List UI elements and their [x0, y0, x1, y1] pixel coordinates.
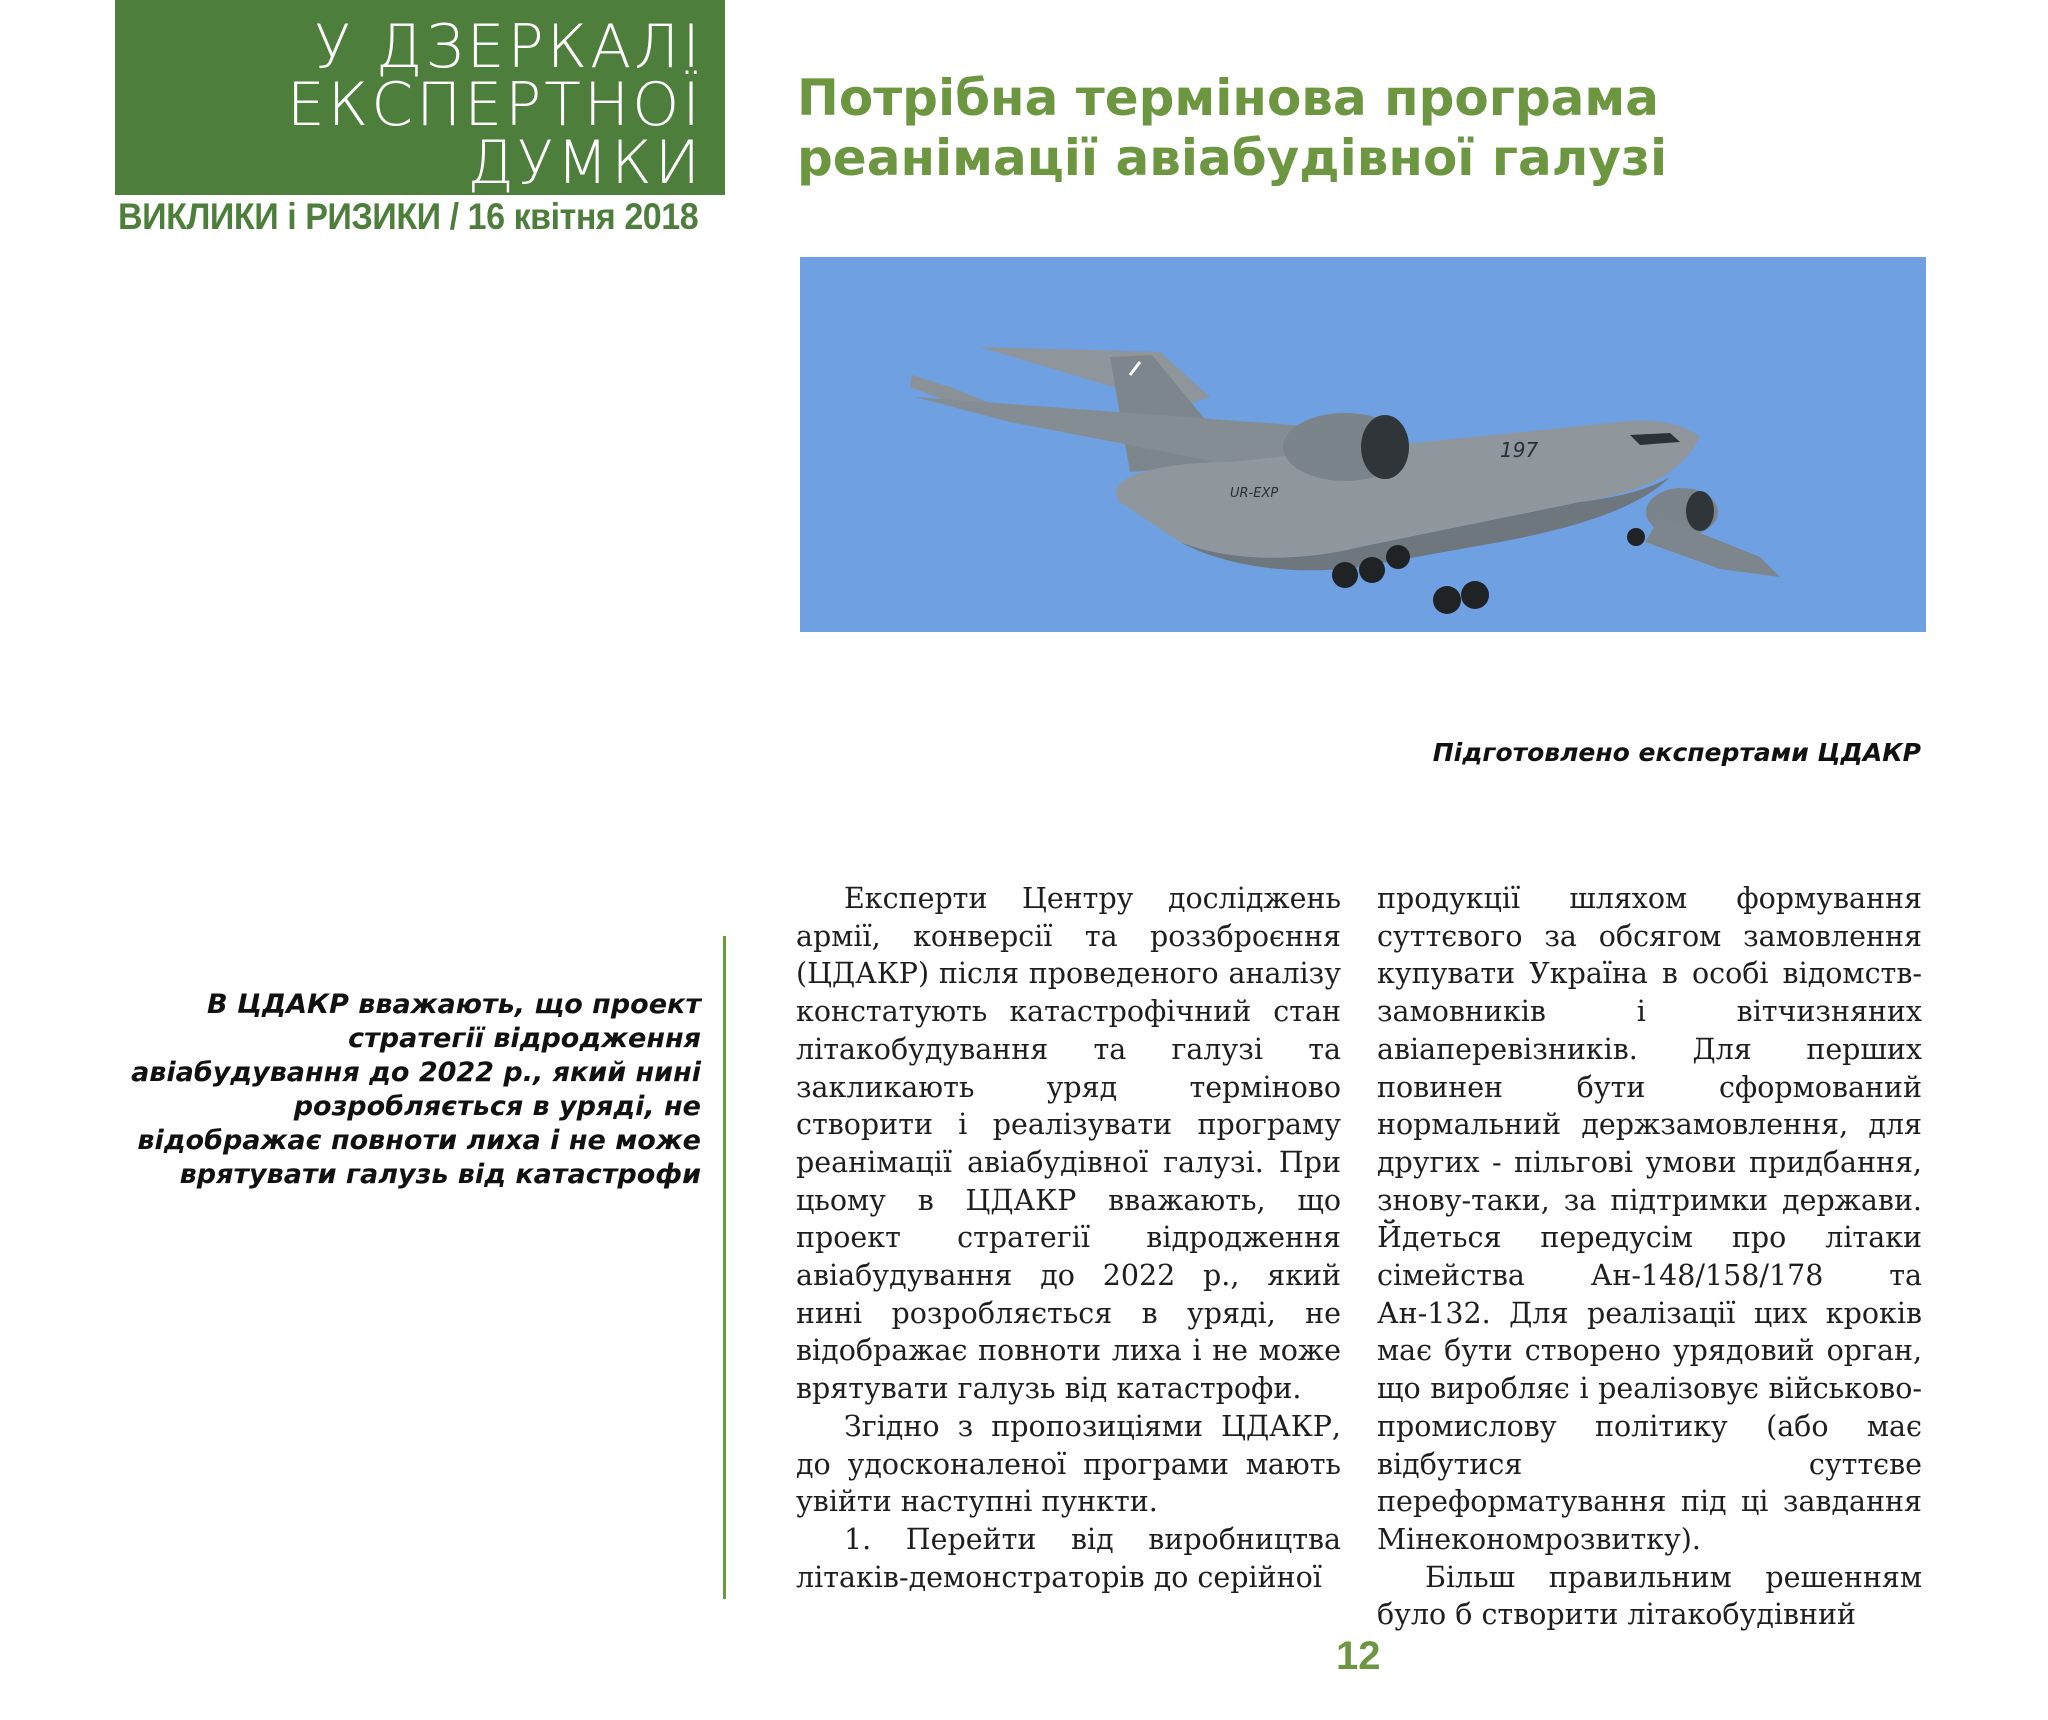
body-column-left: [796, 880, 1341, 1600]
article-credit: Підготовлено експертами ЦДАКР: [1432, 738, 1921, 767]
pull-quote: В ЦДАКР вважають, що проект стратегії відродження авіабудування до 2022 р., який нині розробляється в уряді, не відображає повноти лиха і не може врятувати галузь від катастрофи: [131, 989, 701, 1190]
aircraft-photo: [800, 257, 1926, 632]
masthead-title: [286, 12, 703, 198]
engine-intake-2: [1686, 491, 1714, 531]
engine-intake-1: [1361, 415, 1409, 479]
page-number: 12: [1336, 1634, 1381, 1678]
masthead-line-2: ЕКСПЕРТНОЇ: [286, 70, 703, 140]
body-paragraph: продукції шляхом формування суттєвого за обсягом замовлення купувати Україна в особі відомств-замовників і вітчизняних авіаперевізників. Для перших повинен бути сформований нормальний держзамовлення, для других - пільгові умови придбання, знову-таки, за підтримки держави. Йдеться передусім про літаки сімейства Ан-148/158/178 та Ан-132. Для реалізації цих кроків має бути створено урядовий орган, що виробляє і реалізовує військово-промислову політику (або має відбутися суттєве переформатування під ці завдання Мінекономрозвитку).: [1377, 882, 1922, 1556]
landing-gear-wheel: [1433, 586, 1461, 614]
nose-number: 197: [1500, 438, 1539, 462]
nose-gear-wheel: [1627, 528, 1645, 546]
landing-gear-wheel: [1461, 581, 1489, 609]
body-paragraph: Згідно з пропозиціями ЦДАКР, до удосконаленої програми мають увійти наступні пункти.: [796, 1409, 1341, 1519]
aircraft-illustration: [800, 257, 1926, 632]
masthead-banner: [115, 0, 725, 198]
section-rubric: ВИКЛИКИ і РИЗИКИ / 16 квітня 2018: [118, 196, 699, 237]
tail-marking: UR-EXP: [1230, 486, 1279, 501]
pull-quote-divider: [723, 936, 726, 1599]
masthead-line-3: ДУМКИ: [467, 128, 703, 198]
body-column-right: [1377, 880, 1922, 1632]
landing-gear-wheel: [1386, 545, 1410, 569]
body-paragraph: Експерти Центру досліджень армії, конверсії та роззброєння (ЦДАКР) після проведеного аналізу констатують катастрофічний стан літакобудування та галузі та закликають уряд терміново створити і реалізувати програму реанімації авіабудівної галузі. При цьому в ЦДАКР вважають, що проект стратегії відродження авіабудування до 2022 р., який нині розробляється в уряді, не відображає повноти лиха і не може врятувати галузь від катастрофи.: [796, 882, 1341, 1406]
masthead-line-1: У ДЗЕРКАЛІ: [314, 12, 703, 82]
landing-gear-wheel: [1332, 562, 1358, 588]
body-paragraph: Більш правильним решенням було б створити літакобудівний: [1377, 1560, 1922, 1632]
body-paragraph: 1. Перейти від виробництва літаків-демонстраторів до серійної: [796, 1522, 1341, 1594]
landing-gear-wheel: [1359, 557, 1385, 583]
article-title: Потрібна термінова програма реанімації авіабудівної галузі: [797, 69, 1668, 187]
